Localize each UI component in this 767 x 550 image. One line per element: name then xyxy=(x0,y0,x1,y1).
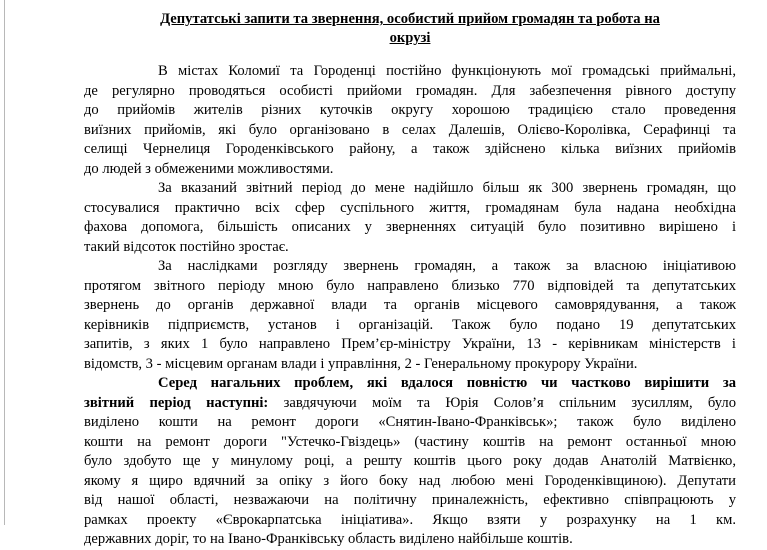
title-line: окрузі xyxy=(389,30,431,46)
text-line: виділено кошти на ремонт дороги «Снятин-Івано-Франківськ»; також було виділено xyxy=(84,414,736,430)
document-body xyxy=(84,10,736,550)
text-line: стосувалися практично всіх сфер суспільного життя, громадянам була надана необхідна xyxy=(84,199,736,216)
text-line: якому я щиро вдячний за опіку з його боку над любою мені Городенківщиною). Депутати xyxy=(84,472,736,489)
title-line: Депутатські запити та звернення, особистий прийом громадян та робота на xyxy=(160,11,660,27)
text-line: протягом звітного періоду мною було направлено близько 770 відповідей та депутатських xyxy=(84,277,736,294)
paragraph xyxy=(84,374,736,550)
text-line: звернень до органів державної влади та органів місцевого самоврядування, а також xyxy=(84,297,736,313)
paragraph xyxy=(84,257,736,374)
text-line: В містах Коломиї та Городенці постійно функціонують мої громадські приймальні, xyxy=(158,63,736,79)
text-line: від нашої області, незважаючи на політичну приналежність, ефективно співпрацюють у xyxy=(84,492,736,508)
text-line: було здобуто ще у минулому році, а решту коштів цього року додав Анатолій Матвієнко, xyxy=(84,453,736,469)
text-line: За вказаний звітний період до мене надійшло більш як 300 звернень громадян, що xyxy=(158,180,736,196)
paragraph xyxy=(84,179,736,257)
text-line: За наслідками розгляду звернень громадян, а також за власною ініціативою xyxy=(158,258,736,274)
text-line: кошти на ремонт дороги "Устечко-Гвіздець» (частину коштів на ремонт останньої мною xyxy=(84,433,736,450)
text-line: фахова допомога, більшість описаних у зверненнях ситуацій було позитивно вирішено і xyxy=(84,219,736,235)
text-line: селищі Чернелиця Городенківського району, а також здійснено кілька виїзних прийомів xyxy=(84,141,736,157)
text-line: до людей з обмеженими можливостями. xyxy=(84,160,334,177)
text-line: виїзних прийомів, які було організовано в селах Далешів, Олієво-Королівка, Серафинці та xyxy=(84,121,736,138)
text-line: відомств, 3 - місцевим органам влади і управління, 2 - Генеральному прокурору України. xyxy=(84,355,638,372)
page-edge-divider xyxy=(4,0,5,525)
text-run: завдячуючи моїм та Юрія Солов’я спільним зусиллям, було xyxy=(268,394,736,411)
text-line: такий відсоток постійно зростає. xyxy=(84,238,289,255)
text-line: де регулярно проводяться особисті прийоми громадян. Для забезпечення рівного доступу xyxy=(84,82,736,99)
text-line: запитів, з яких 1 було направлено Прем’єр-міністру України, 13 - керівникам міністерств і xyxy=(84,336,736,352)
text-line: рамках проекту «Єврокарпатська ініціатива». Якщо взяти у розрахунку на 1 км. xyxy=(84,511,736,528)
text-line xyxy=(84,394,736,414)
paragraph xyxy=(84,62,736,179)
bold-text-line: Серед нагальних проблем, які вдалося повністю чи частково вирішити за xyxy=(158,375,736,391)
bold-lead-text: звітний період наступні: xyxy=(84,394,269,411)
text-line: керівників підприємств, установ і організацій. Також було подано 19 депутатських xyxy=(84,316,736,333)
document-title xyxy=(84,10,736,48)
text-line: державних доріг, то на Івано-Франківську область виділено найбільше коштів. xyxy=(84,531,573,547)
text-line: до прийомів жителів різних куточків округу хорошою традицією стало проведення xyxy=(84,102,736,118)
